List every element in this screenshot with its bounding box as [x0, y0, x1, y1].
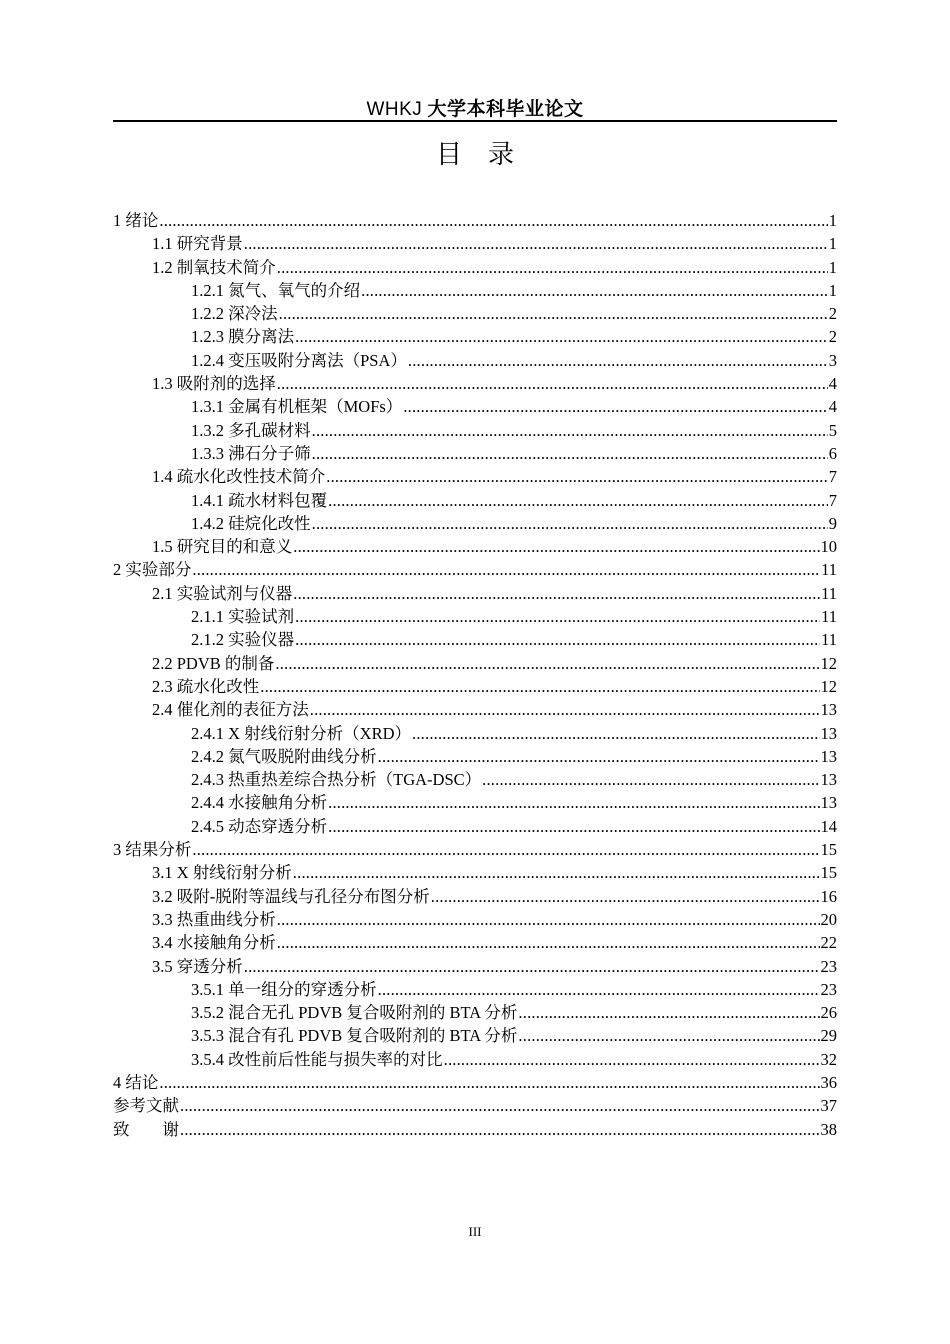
toc-dot-leader — [295, 325, 828, 348]
toc-entry-page: 13 — [820, 770, 837, 790]
toc-entry[interactable] — [113, 465, 837, 488]
toc-entry[interactable] — [113, 815, 837, 838]
toc-entry-title: 1.2 制氧技术简介 — [152, 257, 276, 277]
toc-entry[interactable] — [113, 1094, 837, 1117]
toc-dot-leader — [295, 605, 820, 628]
toc-dot-leader — [244, 232, 828, 255]
toc-entry-title: 1.4 疏水化改性技术简介 — [152, 467, 326, 487]
toc-entry-title: 3.4 水接触角分析 — [152, 933, 276, 953]
toc-entry-title: 3.1 X 射线衍射分析 — [152, 863, 292, 883]
toc-entry-title: 3.3 热重曲线分析 — [152, 909, 276, 929]
toc-entry-page: 20 — [820, 909, 837, 929]
toc-entry-title: 2.1.2 实验仪器 — [191, 630, 295, 650]
toc-entry[interactable] — [113, 768, 837, 791]
page-title: 目录 — [435, 140, 540, 170]
toc-entry[interactable] — [113, 908, 837, 931]
toc-dot-leader — [159, 209, 827, 232]
toc-entry-page: 1 — [828, 280, 837, 300]
toc-entry-title: 1.4.1 疏水材料包覆 — [191, 490, 328, 510]
toc-entry[interactable] — [113, 861, 837, 884]
toc-entry-title: 3.5.3 混合有孔 PDVB 复合吸附剂的 BTA 分析 — [191, 1026, 518, 1046]
toc-dot-leader — [277, 908, 820, 931]
toc-dot-leader — [312, 442, 828, 465]
toc-entry-title: 参考文献 — [113, 1096, 179, 1116]
toc-entry-title: 致 谢 — [113, 1119, 179, 1139]
toc-dot-leader — [431, 885, 820, 908]
toc-dot-leader — [378, 745, 820, 768]
toc-entry[interactable] — [113, 419, 837, 442]
toc-dot-leader — [293, 861, 820, 884]
toc-dot-leader — [277, 256, 828, 279]
toc-entry[interactable] — [113, 931, 837, 954]
toc-entry-title: 1.2.1 氮气、氧气的介绍 — [191, 280, 361, 300]
toc-entry-title: 1.4.2 硅烷化改性 — [191, 513, 311, 533]
toc-dot-leader — [378, 978, 820, 1001]
toc-entry[interactable] — [113, 325, 837, 348]
toc-dot-leader — [277, 931, 820, 954]
toc-dot-leader — [180, 1118, 820, 1141]
toc-entry-title: 2.4.5 动态穿透分析 — [191, 816, 328, 836]
toc-entry[interactable] — [113, 209, 837, 232]
toc-entry-title: 2.1.1 实验试剂 — [191, 607, 295, 627]
toc-entry-title: 2.1 实验试剂与仪器 — [152, 583, 293, 603]
toc-entry-title: 4 结论 — [113, 1072, 159, 1092]
toc-entry[interactable] — [113, 489, 837, 512]
header-title: 大学本科毕业论文 — [427, 98, 584, 120]
toc-dot-leader — [277, 372, 828, 395]
toc-entry-page: 10 — [820, 537, 837, 557]
toc-entry-page: 2 — [828, 327, 837, 347]
toc-entry-page: 15 — [820, 863, 837, 883]
toc-entry-page: 11 — [821, 583, 837, 603]
toc-dot-leader — [275, 652, 819, 675]
toc-entry[interactable] — [113, 628, 837, 651]
toc-entry[interactable] — [113, 535, 837, 558]
toc-entry-page: 12 — [820, 653, 837, 673]
toc-entry-title: 2.4.4 水接触角分析 — [191, 793, 328, 813]
toc-entry[interactable] — [113, 372, 837, 395]
toc-entry[interactable] — [113, 1118, 837, 1141]
toc-entry-page: 13 — [820, 700, 837, 720]
toc-entry-title: 1.2.3 膜分离法 — [191, 327, 295, 347]
toc-entry-page: 1 — [828, 211, 837, 230]
toc-entry-title: 1 绪论 — [113, 211, 159, 230]
toc-dot-leader — [361, 279, 828, 302]
toc-entry[interactable] — [113, 256, 837, 279]
toc-dot-leader — [403, 395, 827, 418]
toc-entry-title: 2.4.3 热重热差综合热分析（TGA-DSC） — [191, 770, 482, 790]
toc-entry-title: 2 实验部分 — [113, 560, 192, 580]
running-header — [113, 94, 837, 120]
header-rule — [113, 120, 837, 122]
toc-entry-title: 3.2 吸附-脱附等温线与孔径分布图分析 — [152, 886, 430, 906]
toc-entry-page: 38 — [820, 1119, 837, 1139]
toc-dot-leader — [295, 628, 820, 651]
toc-entry[interactable] — [113, 582, 837, 605]
toc-entry-page: 15 — [820, 840, 837, 860]
toc-entry-page: 37 — [820, 1096, 837, 1116]
toc-entry-page: 1 — [828, 234, 837, 254]
toc-entry-page: 22 — [820, 933, 837, 953]
toc-entry-page: 4 — [828, 374, 837, 394]
toc-entry-page: 13 — [820, 793, 837, 813]
toc-entry-page: 14 — [820, 816, 837, 836]
toc-entry-page: 29 — [820, 1026, 837, 1046]
toc-entry-title: 1.1 研究背景 — [152, 234, 243, 254]
toc-entry-page: 7 — [828, 490, 837, 510]
toc-entry[interactable] — [113, 1024, 837, 1047]
toc-entry-title: 1.2.4 变压吸附分离法（PSA） — [191, 350, 407, 370]
toc-entry-title: 2.4.2 氮气吸脱附曲线分析 — [191, 746, 377, 766]
toc-entry-title: 1.3.3 沸石分子筛 — [191, 443, 311, 463]
toc-entry-page: 9 — [828, 513, 837, 533]
toc-entry[interactable] — [113, 395, 837, 418]
toc-entry[interactable] — [113, 745, 837, 768]
toc-entry-title: 2.4 催化剂的表征方法 — [152, 700, 309, 720]
toc-entry[interactable] — [113, 442, 837, 465]
toc-dot-leader — [328, 791, 819, 814]
toc-entry[interactable] — [113, 1001, 837, 1024]
toc-entry-title: 1.3.2 多孔碳材料 — [191, 420, 311, 440]
page-number: III — [468, 1224, 482, 1239]
toc-entry-page: 32 — [820, 1049, 837, 1069]
toc-entry[interactable] — [113, 279, 837, 302]
toc-entry[interactable] — [113, 885, 837, 908]
toc-entry[interactable] — [113, 302, 837, 325]
toc-entry-page: 1 — [828, 257, 837, 277]
toc-entry-page: 3 — [828, 350, 837, 370]
toc-entry-page: 5 — [828, 420, 837, 440]
toc-dot-leader — [412, 722, 819, 745]
toc-entry-title: 1.3.1 金属有机框架（MOFs） — [191, 397, 403, 417]
toc-entry-page: 13 — [820, 723, 837, 743]
toc-dot-leader — [312, 419, 828, 442]
toc-entry[interactable] — [113, 978, 837, 1001]
toc-dot-leader — [518, 1001, 819, 1024]
toc-entry[interactable] — [113, 791, 837, 814]
toc-entry[interactable] — [113, 232, 837, 255]
toc-entry-title: 3.5.4 改性前后性能与损失率的对比 — [191, 1049, 443, 1069]
toc-dot-leader — [180, 1094, 820, 1117]
toc-entry-title: 1.5 研究目的和意义 — [152, 537, 293, 557]
toc-dot-leader — [192, 838, 819, 861]
toc-entry[interactable] — [113, 1048, 837, 1071]
table-of-contents — [113, 209, 837, 1141]
toc-entry-page: 23 — [820, 956, 837, 976]
toc-entry-page: 11 — [821, 560, 837, 580]
toc-dot-leader — [293, 535, 819, 558]
toc-entry-page: 16 — [820, 886, 837, 906]
toc-entry-page: 26 — [820, 1003, 837, 1023]
toc-entry-page: 11 — [821, 607, 837, 627]
toc-entry-page: 6 — [828, 443, 837, 463]
toc-entry-page: 7 — [828, 467, 837, 487]
toc-entry-title: 3.5.1 单一组分的穿透分析 — [191, 979, 377, 999]
toc-entry-page: 23 — [820, 979, 837, 999]
toc-entry-title: 2.4.1 X 射线衍射分析（XRD） — [191, 723, 412, 743]
toc-entry-title: 2.3 疏水化改性 — [152, 676, 260, 696]
toc-entry-page: 2 — [828, 304, 837, 324]
toc-entry[interactable] — [113, 722, 837, 745]
toc-dot-leader — [444, 1048, 820, 1071]
toc-dot-leader — [328, 489, 828, 512]
toc-entry-page: 11 — [821, 630, 837, 650]
toc-entry-page: 13 — [820, 746, 837, 766]
toc-dot-leader — [328, 815, 819, 838]
toc-dot-leader — [482, 768, 819, 791]
toc-dot-leader — [310, 698, 820, 721]
toc-dot-leader — [326, 465, 828, 488]
toc-entry[interactable] — [113, 349, 837, 372]
toc-entry[interactable] — [113, 605, 837, 628]
toc-entry[interactable] — [113, 1071, 837, 1094]
toc-dot-leader — [192, 558, 820, 581]
header-latin: WHKJ — [366, 99, 423, 120]
toc-entry-page: 4 — [828, 397, 837, 417]
toc-dot-leader — [408, 349, 828, 372]
toc-entry-title: 3 结果分析 — [113, 840, 192, 860]
toc-entry[interactable] — [113, 675, 837, 698]
toc-entry[interactable] — [113, 838, 837, 861]
toc-entry-title: 2.2 PDVB 的制备 — [152, 653, 275, 673]
toc-entry-page: 12 — [820, 676, 837, 696]
toc-entry[interactable] — [113, 698, 837, 721]
toc-dot-leader — [244, 955, 820, 978]
toc-dot-leader — [293, 582, 820, 605]
toc-entry[interactable] — [113, 955, 837, 978]
toc-entry-title: 1.2.2 深冷法 — [191, 304, 278, 324]
toc-entry-page: 36 — [820, 1072, 837, 1092]
toc-dot-leader — [518, 1024, 819, 1047]
toc-entry-title: 3.5.2 混合无孔 PDVB 复合吸附剂的 BTA 分析 — [191, 1003, 518, 1023]
toc-dot-leader — [159, 1071, 819, 1094]
toc-entry[interactable] — [113, 652, 837, 675]
toc-entry-title: 3.5 穿透分析 — [152, 956, 243, 976]
toc-entry-title: 1.3 吸附剂的选择 — [152, 374, 276, 394]
toc-dot-leader — [312, 512, 828, 535]
toc-entry[interactable] — [113, 558, 837, 581]
toc-entry[interactable] — [113, 512, 837, 535]
toc-dot-leader — [279, 302, 828, 325]
toc-dot-leader — [260, 675, 819, 698]
